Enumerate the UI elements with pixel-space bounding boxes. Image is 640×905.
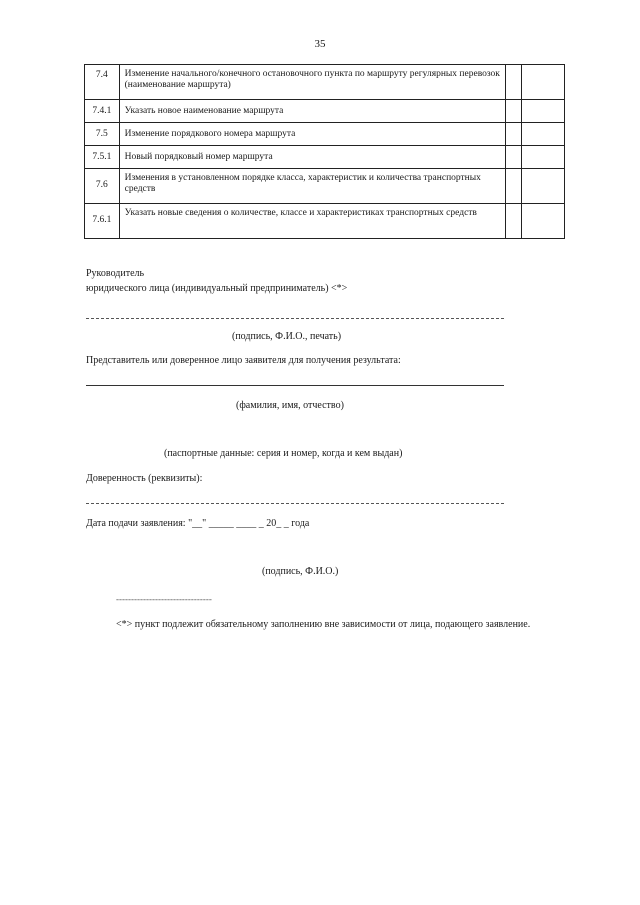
row-description: Изменение начального/конечного остановочного пункта по маршруту регулярных перевозок (наименование маршрута) bbox=[120, 65, 506, 99]
page-number: 35 bbox=[314, 38, 326, 50]
empty-cell bbox=[522, 65, 565, 99]
power-of-attorney-line bbox=[86, 503, 504, 504]
head-label-1: Руководитель bbox=[86, 268, 145, 279]
empty-cell bbox=[522, 169, 565, 203]
row-number: 7.6.1 bbox=[85, 204, 120, 238]
row-description: Указать новые сведения о количестве, классе и характеристиках транспортных средств bbox=[120, 204, 506, 238]
empty-cell bbox=[522, 146, 565, 168]
row-number: 7.4.1 bbox=[85, 100, 120, 122]
head-label-2: юридического лица (индивидуальный предприниматель) <*> bbox=[86, 283, 348, 294]
empty-cell bbox=[506, 204, 523, 238]
empty-cell bbox=[506, 146, 523, 168]
empty-cell bbox=[506, 169, 523, 203]
sign-caption: (подпись, Ф.И.О.) bbox=[262, 566, 339, 577]
fio-caption: (фамилия, имя, отчество) bbox=[236, 400, 344, 411]
row-number: 7.6 bbox=[85, 169, 120, 203]
row-number: 7.5 bbox=[85, 123, 120, 145]
representative-label: Представитель или доверенное лицо заявителя для получения результата: bbox=[86, 355, 401, 366]
footnote-separator: -------------------------------- bbox=[116, 594, 212, 604]
row-number: 7.4 bbox=[85, 65, 120, 99]
row-description: Новый порядковый номер маршрута bbox=[120, 146, 506, 168]
empty-cell bbox=[506, 100, 523, 122]
table-row bbox=[85, 204, 565, 239]
empty-cell bbox=[522, 100, 565, 122]
head-caption: (подпись, Ф.И.О., печать) bbox=[232, 331, 342, 342]
fio-line bbox=[86, 385, 504, 386]
table-row bbox=[85, 123, 565, 146]
power-of-attorney-label: Доверенность (реквизиты): bbox=[86, 473, 203, 484]
head-signature-line bbox=[86, 318, 504, 319]
route-changes-table bbox=[84, 64, 565, 239]
passport-caption: (паспортные данные: серия и номер, когда и кем выдан) bbox=[164, 448, 403, 459]
table-row bbox=[85, 100, 565, 123]
empty-cell bbox=[506, 65, 523, 99]
table-row bbox=[85, 169, 565, 204]
table-row bbox=[85, 146, 565, 169]
row-description: Изменения в установленном порядке класса, характеристик и количества транспортных средств bbox=[120, 169, 506, 203]
empty-cell bbox=[522, 204, 565, 238]
date-label: Дата подачи заявления: "__" _____ ____ _ 20_ _ года bbox=[86, 518, 310, 529]
row-number: 7.5.1 bbox=[85, 146, 120, 168]
footnote-text: <*> пункт подлежит обязательному заполнению вне зависимости от лица, подающего заявление. bbox=[116, 619, 531, 630]
empty-cell bbox=[506, 123, 523, 145]
row-description: Указать новое наименование маршрута bbox=[120, 100, 506, 122]
table-row bbox=[85, 65, 565, 100]
empty-cell bbox=[522, 123, 565, 145]
row-description: Изменение порядкового номера маршрута bbox=[120, 123, 506, 145]
